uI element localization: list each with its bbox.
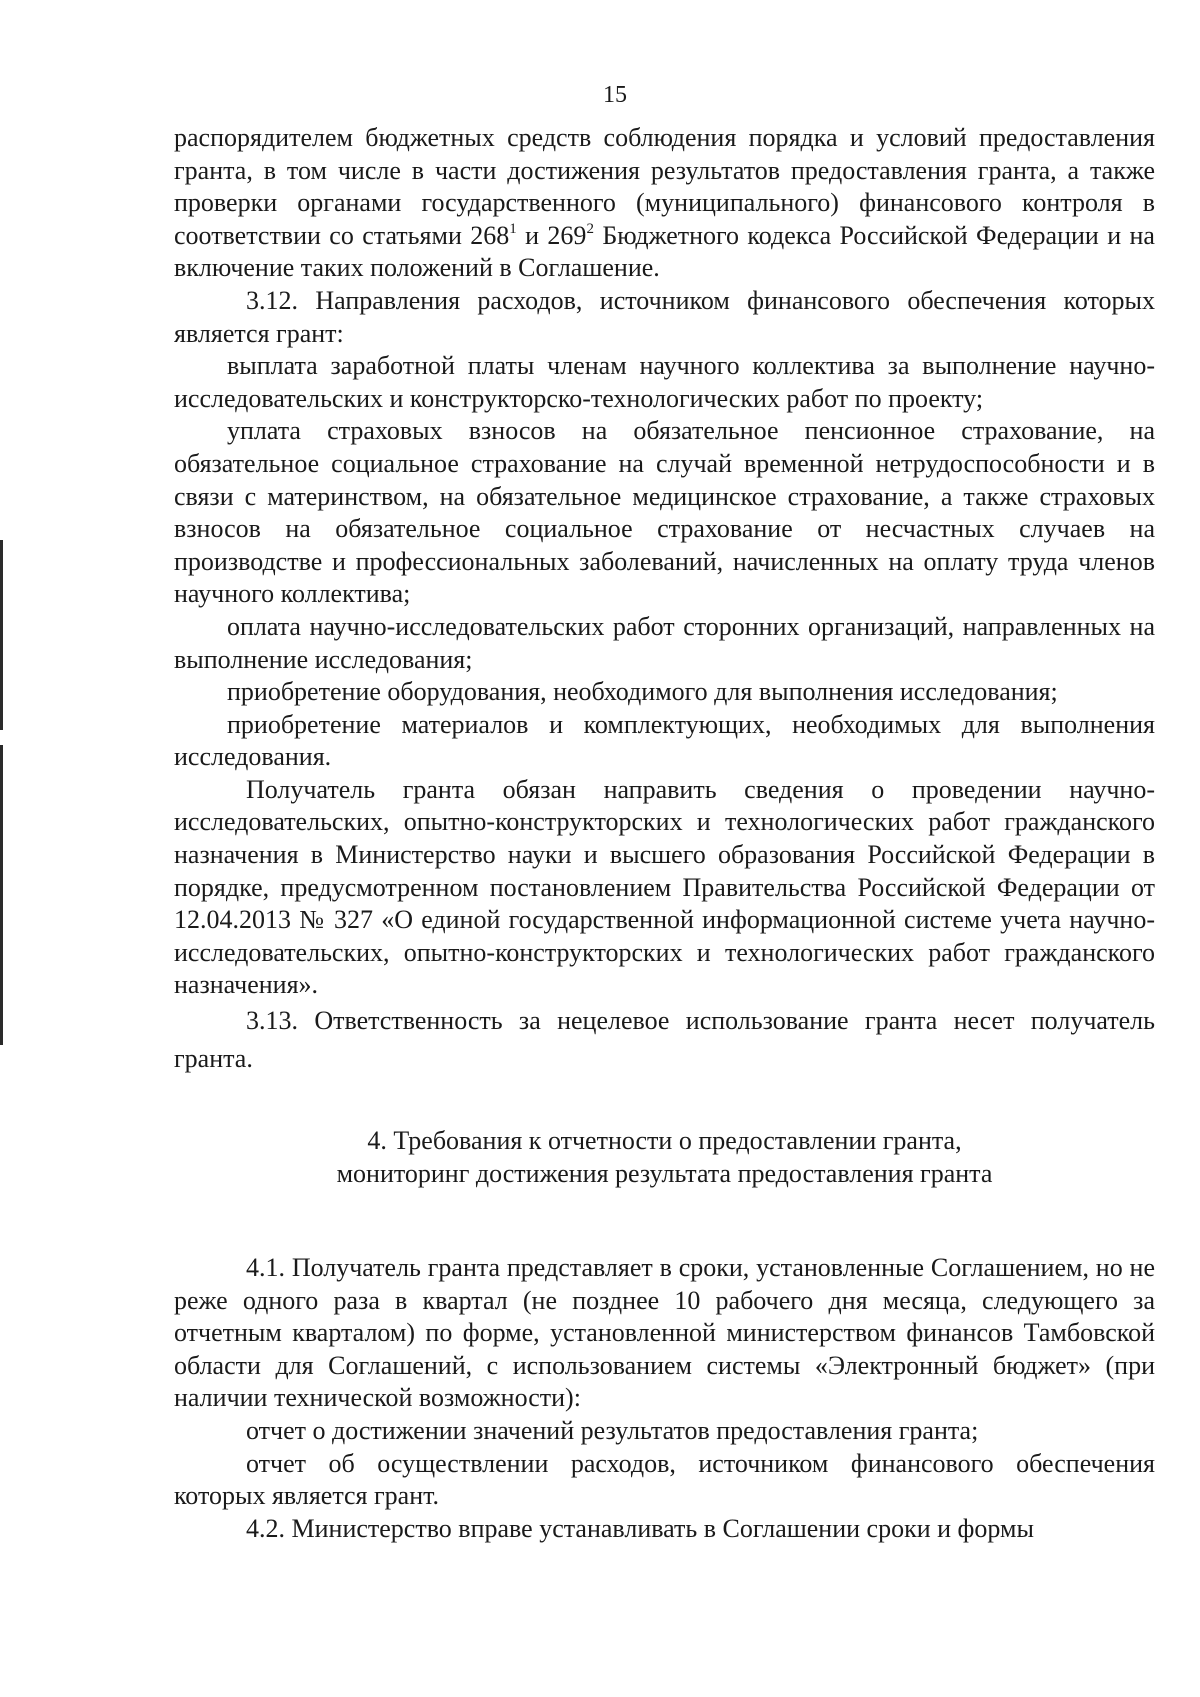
scan-edge-mark [0, 540, 3, 730]
document-body [174, 122, 1155, 1545]
expense-item: приобретение материалов и комплектующих, необходимых для выполнения исследования. [174, 709, 1155, 772]
section-heading-line: мониторинг достижения результата предоставления гранта [336, 1159, 993, 1189]
scan-edge-mark [0, 745, 3, 1045]
expense-item: оплата научно-исследовательских работ сторонних организаций, направленных на выполнение исследования; [174, 611, 1155, 674]
clause-4-1: 4.1. Получатель гранта представляет в сроки, установленные Соглашением, но не реже одного раза в квартал (не позднее 10 рабочего дня месяца, следующего за отчетным кварталом) по форме, установленной министерством финансов Тамбовской области для Соглашений, с использованием системы «Электронный бюджет» (при наличии технической возможности): [174, 1253, 1155, 1413]
clause-3-12: 3.12. Направления расходов, источником финансового обеспечения которых является грант: [174, 285, 1155, 348]
report-item: отчет о достижении значений результатов предоставления гранта; [246, 1416, 979, 1445]
expense-item: уплата страховых взносов на обязательное пенсионное страхование, на обязательное социальное страхование на случай временной нетрудоспособности и в связи с материнством, на обязательное медицинское страхование, а также страховых взносов на обязательное социальное страхование от несчастных случаев на производстве и профессиональных заболеваний, начисленных на оплату труда членов научного коллектива; [174, 416, 1155, 609]
clause-3-13: 3.13. Ответственность за нецелевое использование гранта несет получатель гранта. [174, 1006, 1155, 1074]
report-item: отчет об осуществлении расходов, источником финансового обеспечения которых является грант. [174, 1448, 1155, 1511]
expense-item: выплата заработной платы членам научного коллектива за выполнение научно-исследовательских и конструкторско-технологических работ по проекту; [174, 351, 1155, 413]
clause-4-2: 4.2. Министерство вправе устанавливать в Соглашении сроки и формы [246, 1513, 1034, 1543]
expense-item: приобретение оборудования, необходимого для выполнения исследования; [227, 677, 1058, 707]
paragraph-continuation: распорядителем бюджетных средств соблюдения порядка и условий предоставления гранта, в том числе в части достижения результатов предоставления гранта, а также проверки органами государственного (муниципального) финансового контроля в соответствии со статьями $268^1$ и $269^2$ Бюджетного кодекса Российской Федерации и на включение таких положений в Соглашение. [174, 123, 1155, 283]
page-number: 15 [603, 82, 627, 108]
section-heading-line: 4. Требования к отчетности о предоставлении гранта, [367, 1126, 962, 1156]
recipient-obligation-paragraph: Получатель гранта обязан направить сведения о проведении научно-исследовательских, опытно-конструкторских и технологических работ гражданского назначения в Министерство науки и высшего образования Российской Федерации в порядке, предусмотренном постановлением Правительства Российской Федерации от 12.04.2013 № 327 «О единой государственной информационной системе учета научно-исследовательских, опытно-конструкторских и технологических работ гражданского назначения». [174, 774, 1155, 1000]
